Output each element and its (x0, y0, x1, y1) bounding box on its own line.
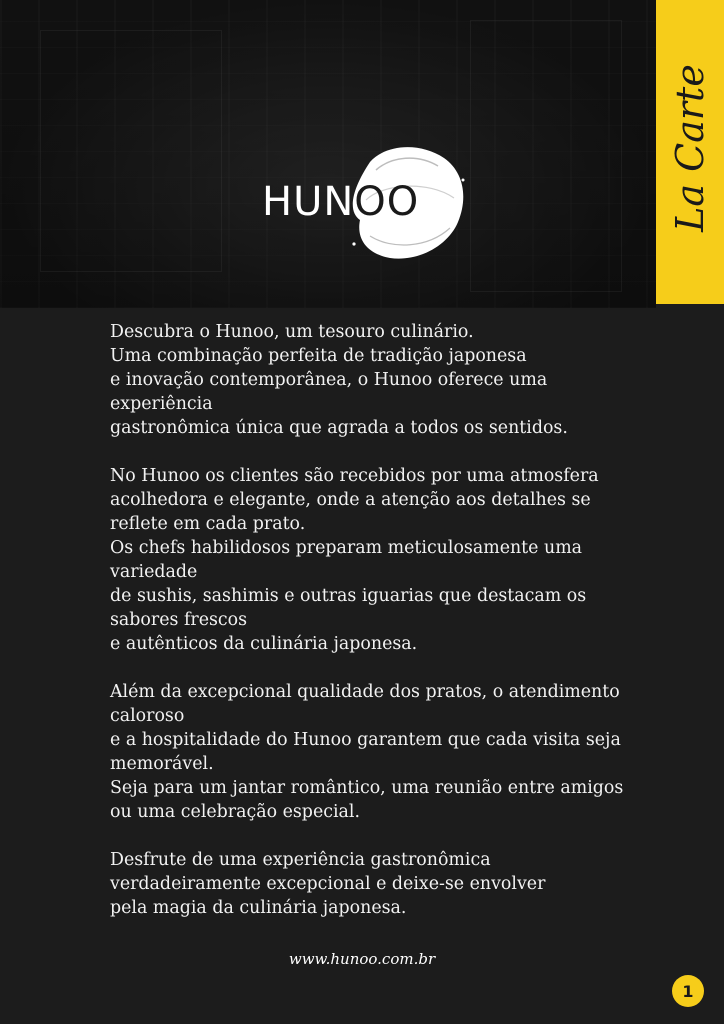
text-line: e autênticos da culinária japonesa. (110, 634, 418, 654)
text-line: Descubra o Hunoo, um tesouro culinário. (110, 322, 474, 342)
text-line: reflete em cada prato. (110, 514, 306, 534)
text-line: No Hunoo os clientes são recebidos por uma atmosfera (110, 466, 599, 486)
text-line: Além da excepcional qualidade dos pratos, o atendimento (110, 682, 620, 702)
text-line: variedade (110, 562, 198, 582)
paragraph (110, 680, 630, 824)
text-line: memorável. (110, 754, 214, 774)
page-number-badge: 1 (672, 975, 704, 1007)
text-line: acolhedora e elegante, onde a atenção aos detalhes se (110, 490, 591, 510)
hunoo-logo (258, 140, 470, 264)
text-line: Seja para um jantar romântico, uma reunião entre amigos (110, 778, 624, 798)
logo-wordmark: HUNOO (262, 179, 420, 225)
banner-title: La Carte (668, 64, 712, 232)
hero-decor (40, 30, 222, 272)
text-line: de sushis, sashimis e outras iguarias que destacam os (110, 586, 587, 606)
paragraph (110, 848, 630, 920)
text-line: ou uma celebração especial. (110, 802, 360, 822)
intro-text (110, 320, 630, 944)
text-line: e inovação contemporânea, o Hunoo oferece uma (110, 370, 548, 390)
website-link[interactable]: www.hunoo.com.br (288, 950, 436, 968)
hero-image (0, 0, 656, 308)
text-line: verdadeiramente excepcional e deixe-se envolver (110, 874, 546, 894)
text-line: caloroso (110, 706, 185, 726)
paragraph (110, 320, 630, 440)
paragraph (110, 464, 630, 656)
text-line: pela magia da culinária japonesa. (110, 898, 407, 918)
text-line: gastronômica única que agrada a todos os sentidos. (110, 418, 568, 438)
text-line: e a hospitalidade do Hunoo garantem que cada visita seja (110, 730, 621, 750)
text-line: experiência (110, 394, 213, 414)
hero-decor (470, 20, 622, 292)
side-banner (656, 0, 724, 304)
text-line: sabores frescos (110, 610, 248, 630)
text-line: Desfrute de uma experiência gastronômica (110, 850, 491, 870)
text-line: Os chefs habilidosos preparam meticulosamente uma (110, 538, 583, 558)
text-line: Uma combinação perfeita de tradição japonesa (110, 346, 527, 366)
